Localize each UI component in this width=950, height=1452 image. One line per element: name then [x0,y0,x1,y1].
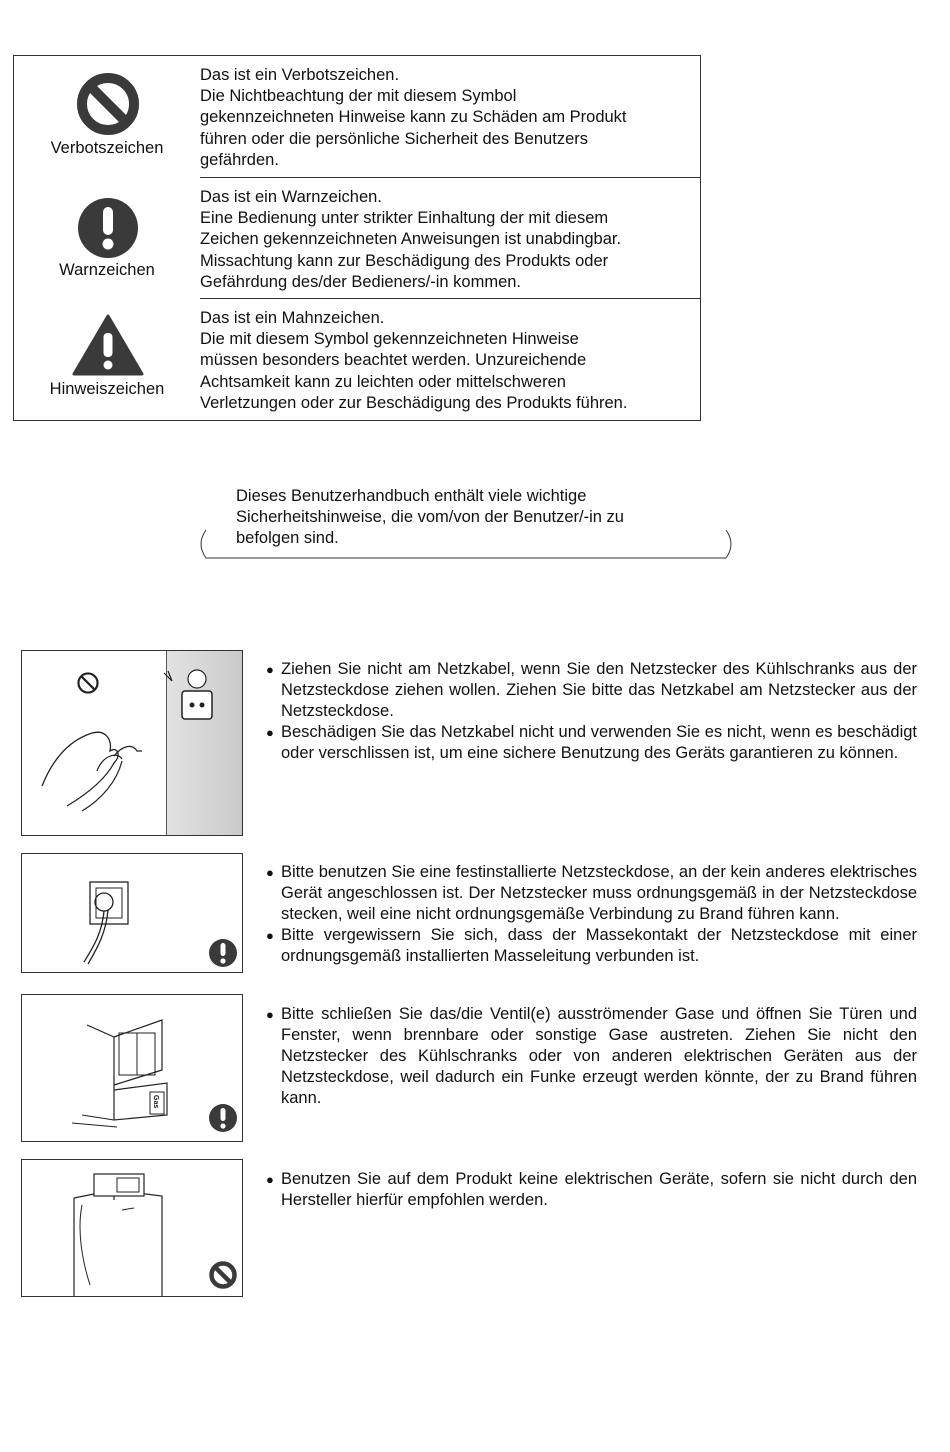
prohibition-icon [76,72,140,136]
exclamation-icon [208,1103,238,1133]
legend-row-warning [14,178,700,299]
unplugging-hand-illustration [21,650,243,836]
symbol-legend-table [13,55,701,421]
gas-label: Gas [152,1095,159,1109]
legend-row-prohibition [14,56,700,178]
warning-triangle-icon [72,313,144,377]
legend-text: Das ist ein Mahnzeichen. Die mit diesem Symbol gekennzeichneten Hinweise müssen besonders beachtet werden. Unzureichende Achtsamkeit kann zu leichten oder mittelschweren Verletzungen oder zur Beschädigung des Produkts führen. [200,309,628,412]
bullet-item: ● Ziehen Sie nicht am Netzkabel, wenn Sie den Netzstecker des Kühlschranks aus der Netzsteckdose ziehen wollen. Ziehen Sie bitte das Netzkabel am Netzstecker aus der Netzsteckdose. [266,659,917,722]
safety-note: Dieses Benutzerhandbuch enthält viele wichtige Sicherheitshinweise, die vom/von der Benutzer/-in zu befolgen sind. [236,487,624,548]
legend-text: Das ist ein Warnzeichen. Eine Bedienung unter strikter Einhaltung der mit diesem Zeichen gekennzeichneten Anweisungen ist unabdingbar. Missachtung kann zur Beschädigung des Produkts oder Gefährdung des/der Bedieners/-in kommen. [200,188,622,291]
appliance-on-fridge-illustration [21,1159,243,1297]
safety-item-text [266,862,917,967]
legend-label: Hinweiszeichen [49,380,165,398]
bullet-item: ● Benutzen Sie auf dem Produkt keine elektrischen Geräte, sofern sie nicht durch den Hersteller hierfür empfohlen werden. [266,1169,917,1211]
exclamation-icon [76,196,140,260]
prohibition-icon [208,1260,238,1290]
legend-label: Verbotszeichen [50,139,164,157]
safety-item-text [266,1004,917,1109]
safety-item-text [266,659,917,764]
bullet-item: ● Bitte benutzen Sie eine festinstallierte Netzsteckdose, an der kein anderes elektrisches Gerät angeschlossen ist. Der Netzstecker muss ordnungsgemäß in der Netzsteckdose stecken, weil eine nicht ordnungsgemäße Verbindung zu Brand führen kann. [266,862,917,925]
legend-text: Das ist ein Verbotszeichen. Die Nichtbeachtung der mit diesem Symbol gekennzeichneten Hinweise kann zu Schäden am Produkt führen oder die persönliche Sicherheit des Benutzers gefährden. [200,66,627,169]
exclamation-icon [208,938,238,968]
bullet-item: ● Beschädigen Sie das Netzkabel nicht und verwenden Sie es nicht, wenn es beschädigt oder verschlissen ist, um eine sichere Benutzung des Geräts garantieren zu können. [266,722,917,764]
hand-drawing [22,651,243,836]
note-bracket [196,524,736,564]
legend-row-caution [14,299,700,420]
wall-socket-illustration [21,853,243,973]
bullet-item: ● Bitte vergewissern Sie sich, dass der Massekontakt der Netzsteckdose mit einer ordnungsgemäß installierten Masseleitung verbunden ist. [266,925,917,967]
safety-item-text [266,1169,917,1211]
prohibition-icon [75,670,101,696]
gas-leak-illustration [21,994,243,1142]
bullet-item: ● Bitte schließen Sie das/die Ventil(e) ausströmender Gase und öffnen Sie Türen und Fenster, wenn brennbare oder sonstige Gase austreten. Ziehen Sie nicht den Netzstecker des Kühlschranks oder von anderen elektrischen Geräten aus der Netzsteckdose, weil dadurch ein Funke erzeugt werden könnte, der zu Brand führen kann. [266,1004,917,1109]
legend-label: Warnzeichen [59,261,155,279]
